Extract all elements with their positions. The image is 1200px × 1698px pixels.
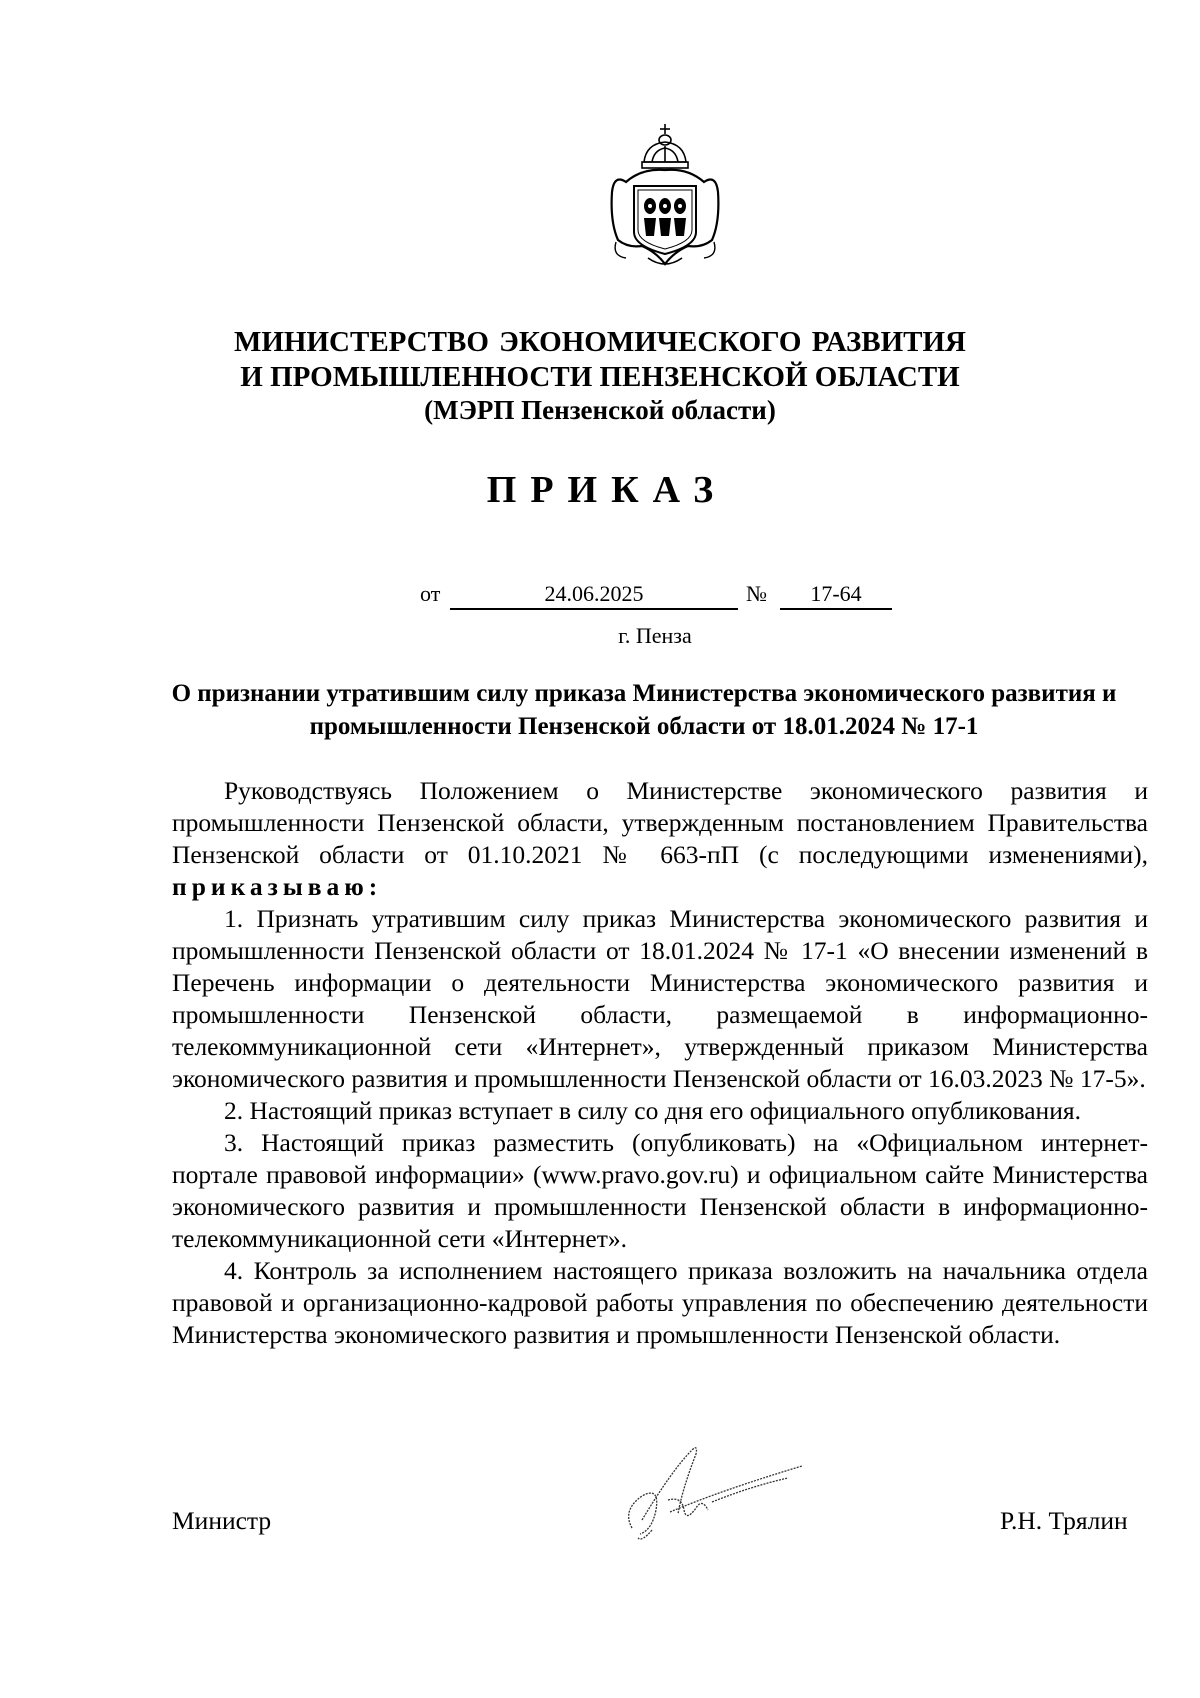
handwritten-signature-icon [612, 1430, 812, 1550]
coat-of-arms-icon [608, 122, 722, 272]
order-item-4: 4. Контроль за исполнением настоящего приказа возложить на начальника отдела правовой и организационно-кадровой работы управления по обеспечению деятельности Министерства экономического развития и промышленности Пензенской области. [172, 1256, 1148, 1349]
organization-name-line2: И ПРОМЫШЛЕННОСТИ ПЕНЗЕНСКОЙ ОБЛАСТИ [240, 361, 960, 393]
signatory-name: Р.Н. Трялин [1000, 1506, 1128, 1535]
organization-name-line1: МИНИСТЕРСТВО ЭКОНОМИЧЕСКОГО РАЗВИТИЯ [234, 326, 966, 358]
order-item-3: 3. Настоящий приказ разместить (опубликовать) на «Официальном интернет-портале правовой информации» (www.pravo.gov.ru) и официальном сайте Министерства экономического развития и промышленности Пензенской области в информационно-телекоммуникационной сети «Интернет». [172, 1128, 1148, 1253]
order-item-2: 2. Настоящий приказ вступает в силу со дня его официального опубликования. [224, 1096, 1081, 1125]
document-number: 17-64 [780, 580, 892, 610]
preamble-emphasis: приказываю: [172, 872, 383, 901]
organization-short-name: (МЭРП Пензенской области) [424, 395, 776, 425]
preamble-paragraph [172, 775, 1148, 903]
document-body [172, 775, 1148, 1351]
preamble-text: Руководствуясь Положением о Министерстве экономического развития и промышленности Пензенской области, утвержденным постановлением Правительства Пензенской области от 01.10.2021 № 663-пП (с последующими изменениями), [172, 776, 1148, 869]
order-item-1: 1. Признать утратившим силу приказ Министерства экономического развития и промышленности Пензенской области от 18.01.2024 № 17-1 «О внесении изменений в Перечень информации о деятельности Министерства экономического развития и промышленности Пензенской области, размещаемой в информационно-телекоммуникационной сети «Интернет», утвержденный приказом Министерства экономического развития и промышленности Пензенской области от 16.03.2023 № 17-5». [172, 904, 1148, 1093]
document-subject: О признании утратившим силу приказа Министерства экономического развития и промышленности Пензенской области от 18.01.2024 № 17-1 [171, 680, 1117, 740]
signatory-role: Министр [172, 1506, 272, 1535]
document-date: 24.06.2025 [450, 580, 738, 610]
date-label: от [420, 581, 441, 606]
document-city: г. Пенза [618, 623, 692, 648]
document-type-title: ПРИКАЗ [486, 469, 728, 511]
number-label: № [746, 581, 767, 606]
